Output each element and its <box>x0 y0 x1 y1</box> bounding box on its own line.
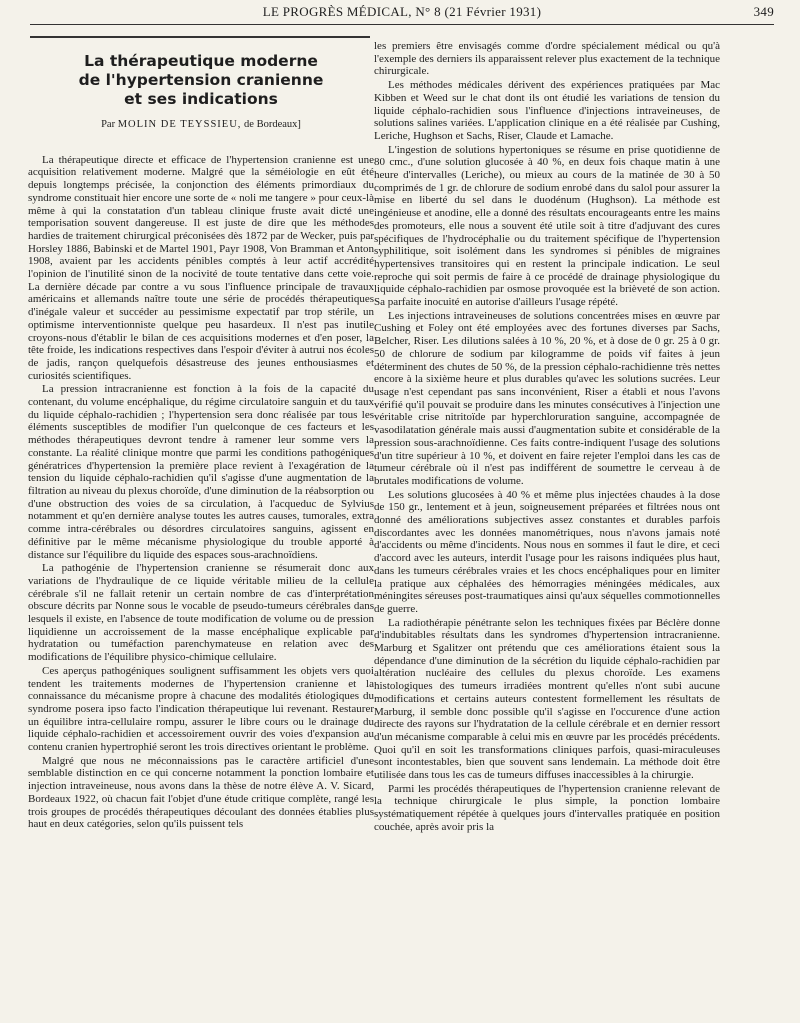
title-line-1: La thérapeutique moderne <box>84 52 318 70</box>
byline-place: de Bordeaux] <box>244 119 301 130</box>
paragraph: Parmi les procédés thérapeutiques de l'hypertension cranienne relevant de la technique chirurgicale le plus simple, la ponction lombaire systématiquement répétée à quelques jours d'intervalles pratiquée en position couchée, après avoir pris la <box>374 782 720 833</box>
byline-author: MOLIN DE TEYSSIEU, <box>117 119 242 130</box>
byline <box>28 119 374 132</box>
byline-par: Par <box>101 119 116 130</box>
page-header <box>30 4 774 24</box>
paragraph: Les méthodes médicales dérivent des expériences pratiquées par Mac Kibben et Weed sur le chat dont ils ont étudié les variations de tension du liquide céphalo-rachidien sous l'influence d'injections intraveineuses, de solutions salines variées. L'application clinique en a été réalisée par Cushing, Leriche, Hughson et Sachs, Riser, Claude et Lamache. <box>374 79 720 142</box>
paragraph: Les injections intraveineuses de solutions concentrées mises en œuvre par Cushing et Foley ont été employées avec des fortunes diverses par Sachs, Belcher, Riser. Les dilutions salées à 10 %, 20 %, et à dose de 0 gr. 25 à 0 gr. 50 de chlorure de sodium par kilogramme de poids vif faites à jeun déterminent des chutes de 50 %, de la pression céphalo-rachidienne très nettes encore à la sixième heure et plus durables qu'avec les solutions sucrées. Leur usage n'est cependant pas sans inconvénient, Riser a établi et nous l'avons vérifié qu'il pouvait se produire dans les minutes consécutives à l'injection une véritable crise nitritoïde par hyperchloruration sanguine, accompagnée de vasodilatation générale mais aussi d'augmentation subite et considérable de la pression sous-arachnoïdienne. Ces faits contre-indiquent l'usage des solutions d'un titre supérieur à 10 %, et doivent en faire rejeter l'emploi dans les cas de tumeur cérébrale où il n'est pas indifférent de soumettre le cerveau à de brutales modifications de volume. <box>374 309 720 487</box>
paragraph: La pression intracranienne est fonction à la fois de la capacité du contenant, du volume encéphalique, du régime circulatoire sanguin et du taux du liquide céphalo-rachidien ; l'hypertension sera donc réalisée par tous les éléments susceptibles de modifier l'un quelconque de ces facteurs et les méthodes thérapeutiques devront tendre à ramener leur somme vers la constante. La réalité clinique montre que parmi les conditions pathogéniques génératrices d'hypertension la première place revient à l'exagération de la tension du liquide céphalo-rachidien qu'il s'agisse d'une augmentation de la filtration au niveau du plexus choroïde, d'une diminution de la réabsorption ou d'une obstruction des voies de sa circulation, à l'acqueduc de Sylvius notamment et qu'en dernière analyse toutes les autres causes, tumorales, extra comme intra-cérébrales ou désordres circulatoires sanguins, agissent en définitive par le même mécanisme physiologique du trouble apporté à distance sur l'équilibre du liquide des espaces sous-arachnoïdiens. <box>28 383 374 561</box>
paragraph: les premiers être envisagés comme d'ordre spécialement médical ou qu'à l'exemple des derniers ils apparaissent relever plus exactement de la technique chirurgicale. <box>374 40 720 78</box>
paragraph: Malgré que nous ne méconnaissions pas le caractère artificiel d'une semblable distinction en ce qui concerne notamment la ponction lombaire et injection intraveineuse, nous avons dans la thèse de notre élève A. V. Sicard, Bordeaux 1922, où chacun fait l'objet d'une étude critique complète, rangé les trois groupes de procédés thérapeutiques découlant des données établies plus haut en deux catégories, selon qu'ils puissent tels <box>28 754 374 831</box>
page-number: 349 <box>753 4 774 19</box>
title-line-2: de l'hypertension cranienne <box>78 71 324 89</box>
paragraph: La pathogénie de l'hypertension cranienne se résumerait donc aux variations de l'hydraulique de ce liquide véritable milieu de la cellule cérébrale s'il ne fallait retenir un certain nombre de cas d'interprétation obscure décrits par Nonne sous le vocable de pseudo-tumeurs cérébrales dans lesquels il existe, en l'absence de toute modification de volume ou de pression liquidienne un accroissement de la masse encéphalique explicable par hydratation ou tuméfaction parenchymateuse en relation avec des modifications de l'équilibre physico-chimique cellulaire. <box>28 562 374 664</box>
running-title: LE PROGRÈS MÉDICAL, N° 8 (21 Février 1931) <box>262 4 542 19</box>
paragraph: Les solutions glucosées à 40 % et même plus injectées chaudes à la dose de 150 gr., lentement et à jeun, soigneusement préparées et filtrées nous ont donné des améliorations subjectives assez constantes et durables parfois discordantes avec les données manométriques, nous n'avons jamais noté d'accidents ou même d'incidents. Nous nous en sommes il faut le dire, et ceci d'accord avec les auteurs, interdit l'usage pour les raisons indiquées plus haut, dans les tumeurs cérébrales vraies et les chocs encéphaliques pour en limiter la pratique aux céphalées des hémorragies méningées médicales, aux méningites séreuses post-traumatiques ainsi qu'aux séquelles commotionnelles de guerre. <box>374 488 720 615</box>
right-column <box>374 40 720 835</box>
paragraph: La thérapeutique directe et efficace de l'hypertension cranienne est une acquisition relativement moderne. Malgré que la séméiologie en eût été depuis longtemps précisée, la conjonction des éléments primordiaux du syndrome constituait hier encore une sorte de « noli me tangere » pour ceux-là même à qui la constatation d'un tableau clinique fruste avait dicté une temporisation souvent dangereuse. Il est juste de dire que les méthodes hardies de traitement chirurgical préconisées dès 1872 par de Wecker, puis par Horsley 1886, Babinski et de Martel 1901, Payr 1908, Von Bramman et Anton 1908, avaient par les accidents pénibles comptés à leur actif accrédité l'opinion de l'inutilité sinon de la nocivité de toute tentative dans cette voie. La dernière décade par contre a vu sous l'influence principale de travaux américains et allemands naître toute une série de procédés thérapeutiques d'inégale valeur et succéder au pessimisme expectatif par trop stérile, un optimisme interventionniste quelque peu hasardeux. Il n'est pas inutile croyons-nous d'établir le bilan de ces acquisitions modernes et d'en poser, la tête froide, les indications respectives dans l'espoir d'éviter à autrui nos écoles de jadis, rançon quelquefois désastreuse des jeunes enthousiasmes et curiosités scientifiques. <box>28 153 374 382</box>
title-line-3: et ses indications <box>124 90 278 108</box>
article-title <box>28 52 374 109</box>
paragraph: La radiothérapie pénétrante selon les techniques fixées par Béclère donne d'indubitables résultats dans les syndromes d'hypertension intracranienne. Marburg et Sgalitzer ont prétendu que ces améliorations étaient sous la dépendance d'une diminution de la sécrétion du liquide céphalo-rachidien par altération nucléaire des cellules du plexus choroïde. Les examens histologiques des tumeurs irradiées montrent qu'elles n'ont subi aucune modifications et certains auteurs contestent formellement les résultats de Marburg, il semble donc possible qu'il s'agisse en l'occurence d'une action directe des rayons sur l'hydratation de la cellule cérébrale et en dernier ressort d'un mécanisme comparable à celui mis en œuvre par les procédés précédents. Quoi qu'il en soit les transformations cliniques parfois, quasi-miraculeuses sont incontestables, bien que souvent sans lendemain. La méthode doit être utilisée dans tous les cas de tumeurs diffuses inaccessibles à la chirurgie. <box>374 616 720 782</box>
title-rule <box>30 36 370 38</box>
paragraph: L'ingestion de solutions hypertoniques se résume en prise quotidienne de 80 cmc., d'une solution glucosée à 40 %, en deux fois chaque matin à une heure d'intervalles (Leriche), ou mieux au cours de la matinée de 30 à 50 comprimés de 1 gr. de chlorure de sodium enrobé dans du salol pour assurer la mise en liberté du sel dans le duodénum (Hughson). La méthode est ingénieuse et anodine, elle a donné des résultats encourageants entre les mains des promoteurs, elle nous a souvent été utile soit à titre d'adjuvant des cures spécifiques de l'hydrocéphalie ou du traitement spécifique de l'hypertension syphilitique, soit isolément dans les syndromes si pénibles de migraines hypertensives transitoires qui en restent la principale indication. Le seul reproche qui soit permis de faire à ce procédé de drainage physiologique du liquide céphalo-rachidien par osmose provoquée est la brièveté de son action. Sa parfaite inocuité en autorise d'ailleurs l'usage répété. <box>374 143 720 309</box>
paragraph: Ces aperçus pathogéniques soulignent suffisamment les objets vers quoi tendent les traitements modernes de l'hypertension cranienne et la connaissance du mécanisme propre à chacune des modalités étiologiques du syndrome posera ipso facto l'indication thérapeutique lui revenant. Restaurer un équilibre intra-cellulaire rompu, assurer le libre cours ou le drainage du liquide céphalo-rachidien et accessoirement ouvrir des voies d'expansion au contenu cranien hypertrophié seront les trois directives orientant le problème. <box>28 664 374 754</box>
header-rule <box>30 24 774 25</box>
left-column <box>28 40 374 832</box>
